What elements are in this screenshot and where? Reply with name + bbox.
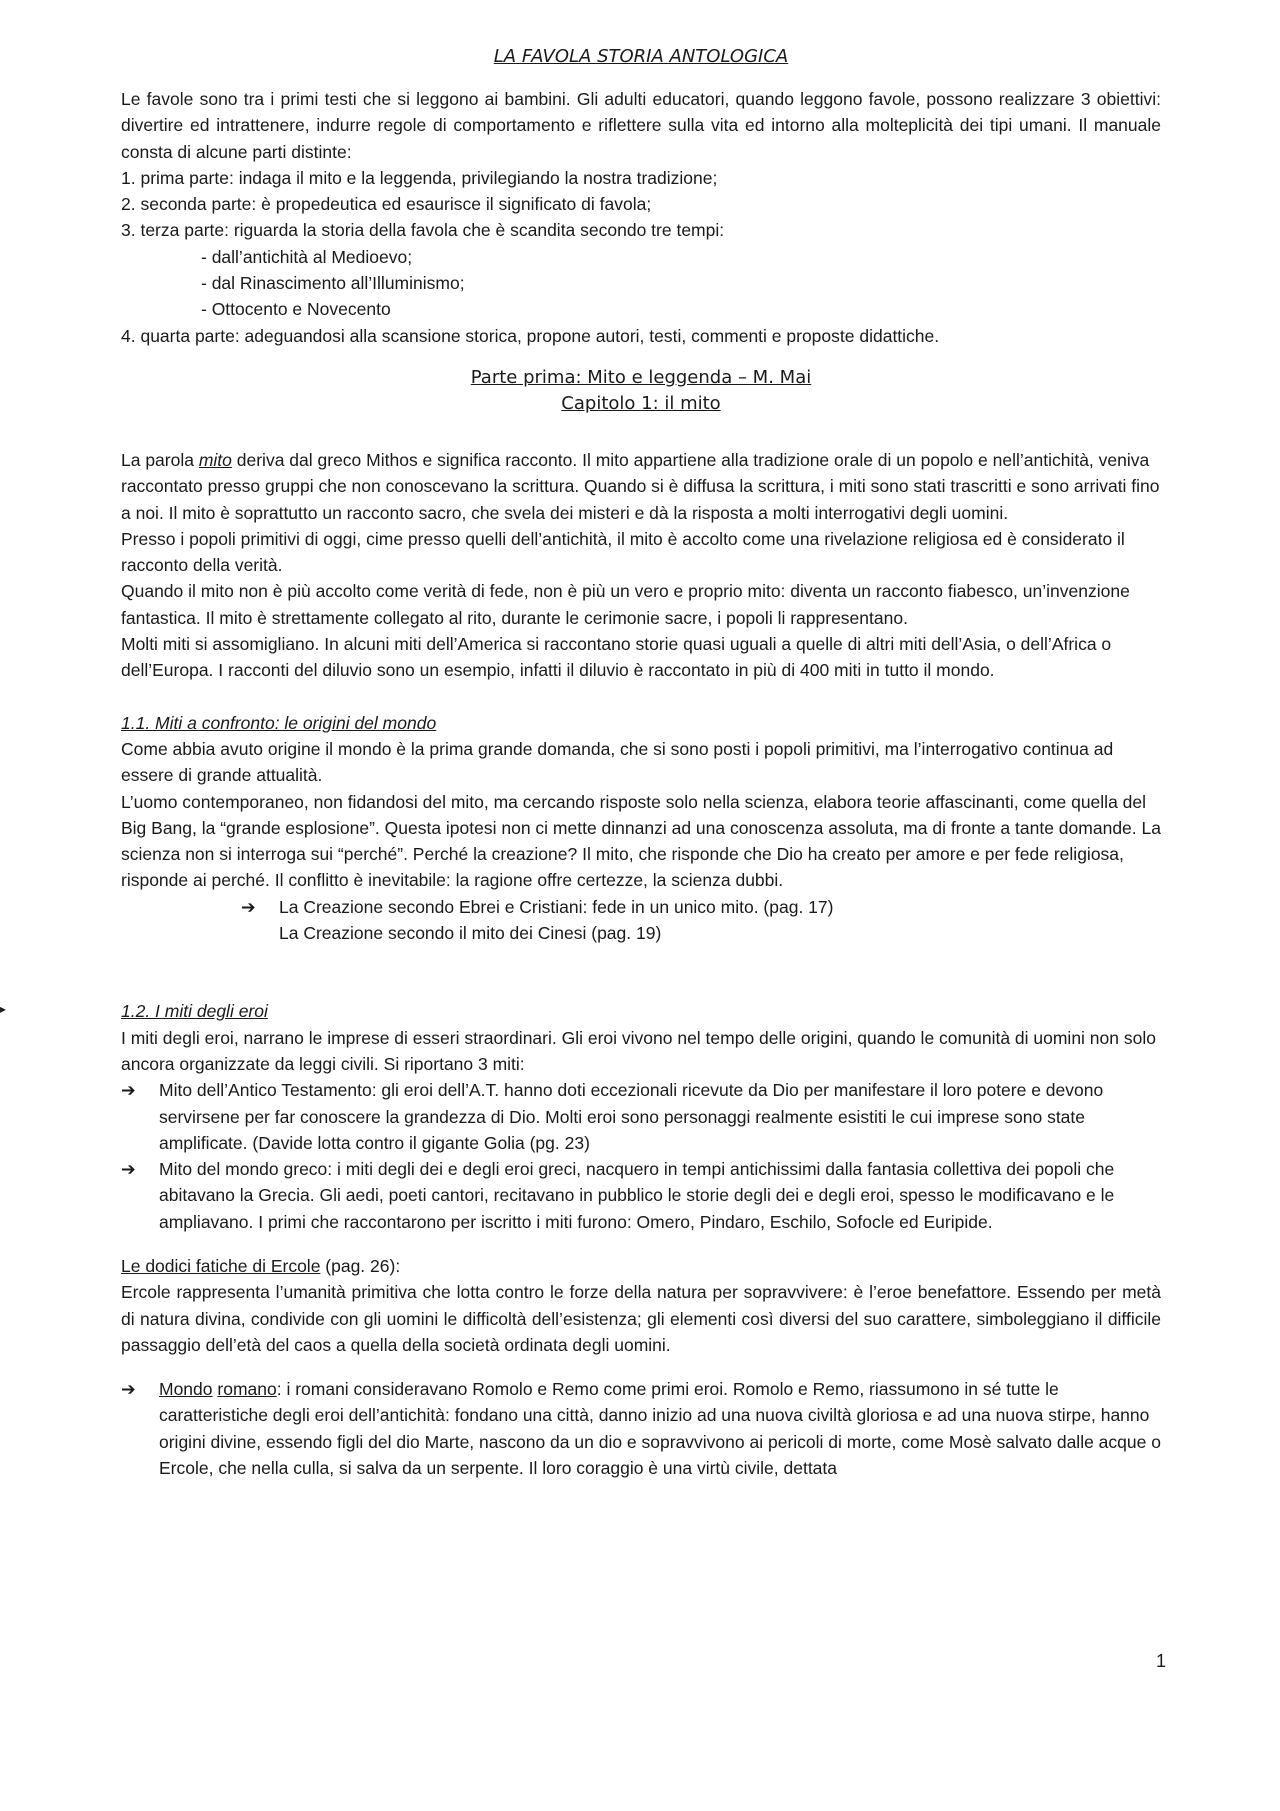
arrow-icon: ➔ <box>121 1080 136 1101</box>
paragraph: Ercole rappresenta l’umanità primitiva che lotta contro le forze della natura per sopravvivere: è l’eroe benefattore. Essendo per metà di natura divina, condivide con gli uomini le difficoltà dell’esistenza; gli elementi così diversi del suo carattere, simboleggiano il difficile passaggio dell’età del caos a quella della società ordinata degli uomini. <box>121 1282 1161 1355</box>
arrow-icon: ➔ <box>121 1379 136 1400</box>
section-heading: Le dodici fatiche di Ercole (pag. 26): <box>121 1255 401 1276</box>
section-1-2 <box>121 998 1161 1235</box>
sub-list-item: - dal Rinascimento all’Illuminismo; <box>201 273 465 294</box>
keyword-mito: mito <box>198 449 232 470</box>
reference-list <box>121 894 1161 947</box>
list-item: 3. terza parte: riguarda la storia della favola che è scandita secondo tre tempi: <box>121 220 725 241</box>
list-item: 4. quarta parte: adeguandosi alla scansione storica, propone autori, testi, commenti e proposte didattiche. <box>121 325 940 346</box>
paragraph: L’uomo contemporaneo, non fidandosi del mito, ma cercando risposte solo nella scienza, elabora teorie affascinanti, come quella del Big Bang, la “grande esplosione”. Questa ipotesi non ci mette dinnanzi ad una conoscenza assoluta, ma di fronte a tante domande. La scienza non si interroga sui “perché”. Perché la creazione? Il mito, che risponde che Dio ha creato per amore e per fede religiosa, risponde ai perché. Il conflitto è inevitabile: la ragione offre certezze, la scienza dubbi. <box>121 791 1161 891</box>
paragraph: I miti degli eroi, narrano le imprese di esseri straordinari. Gli eroi vivono nel tempo delle origini, quando le comunità di uomini non solo ancora organizzate da leggi civili. Si riportano 3 miti: <box>121 1027 1156 1074</box>
document-title: LA FAVOLA STORIA ANTOLOGICA <box>493 46 789 67</box>
part-title: Parte prima: Mito e leggenda – M. Mai <box>470 366 812 388</box>
paragraph: La parola mito deriva dal greco Mithos e significa racconto. Il mito appartiene alla tradizione orale di un popolo e nell’antichità, veniva raccontato presso gruppi che non conoscevano la scrittura. Quando si è diffusa la scrittura, i miti sono stati trascritti e sono arrivati fino a noi. Il mito è soprattutto un racconto sacro, che svela dei misteri e dà la risposta a molti interrogativi degli uomini. <box>121 449 1160 523</box>
page-content <box>121 44 1161 1481</box>
sub-list-item: - Ottocento e Novecento <box>201 299 391 320</box>
list-item: 1. prima parte: indaga il mito e la leggenda, privilegiando la nostra tradizione; <box>121 167 718 188</box>
arrow-icon: ➔ <box>241 896 256 917</box>
section-heading: 1.2. I miti degli eroi <box>121 1001 268 1022</box>
section-1-1 <box>121 710 1161 947</box>
reference-item: ➔ La Creazione secondo Ebrei e Cristiani: fede in un unico mito. (pag. 17) <box>241 894 1161 920</box>
paragraph: Presso i popoli primitivi di oggi, cime presso quelli dell’antichità, il mito è accolto come una rivelazione religiosa ed è considerato il racconto della verità. <box>121 528 1125 576</box>
bullet-item-romano: ➔ Mondo romano: i romani consideravano Romolo e Remo come primi eroi. Romolo e Remo, riassumono in sé tutte le caratteristiche degli eroi dell’antichità: fondano una città, danno inizio ad una nuova civiltà gloriosa e ad una nuova stirpe, hanno origini divine, essendo figli del dio Marte, nascono da un dio e sopravvivono ai pericoli di morte, come Mosè salvato dalle acque o Ercole, che nella culla, si salva da un serpente. Il loro coraggio è una virtù civile, dettata <box>121 1376 1161 1481</box>
reference-item: La Creazione secondo il mito dei Cinesi (pag. 19) <box>279 923 662 944</box>
bullet-item: ➔ Mito del mondo greco: i miti degli dei e degli eroi greci, nacquero in tempi antichissimi dalla fantasia collettiva dei popoli che abitavano la Grecia. Gli aedi, poeti cantori, recitavano in pubblico le storie degli dei e degli eroi, spesso le modificavano e le ampliavano. I primi che raccontarono per iscritto i miti furono: Omero, Pindaro, Eschilo, Sofocle ed Euripide. <box>121 1156 1161 1235</box>
section-heading: 1.1. Miti a confronto: le origini del mondo <box>121 712 437 733</box>
bullet-item: ➔ Mito dell’Antico Testamento: gli eroi dell’A.T. hanno doti eccezionali ricevute da Dio per manifestare il loro potere e devono servirsene per far conoscere la grandezza di Dio. Molti eroi sono personaggi realmente esistiti le cui imprese sono state amplificate. (Davide lotta contro il gigante Golia (pg. 23) <box>121 1077 1161 1156</box>
paragraph: Come abbia avuto origine il mondo è la prima grande domanda, che si sono posti i popoli primitivi, ma l’interrogativo continua ad essere di grande attualità. <box>121 738 1114 786</box>
margin-arrow-icon: ▸ <box>0 1002 7 1016</box>
paragraph: Molti miti si assomigliano. In alcuni miti dell’America si raccontano storie quasi uguali a quelle di altri miti dell’Asia, o dell’Africa o dell’Europa. I racconti del diluvio sono un esempio, infatti il diluvio è raccontato in più di 400 miti in tutto il mondo. <box>121 634 1112 681</box>
chapter-title: Capitolo 1: il mito <box>561 392 721 414</box>
page-number: 1 <box>1155 1651 1166 1671</box>
paragraph: Quando il mito non è più accolto come verità di fede, non è più un vero e proprio mito: diventa un racconto fiabesco, un’invenzione fantastica. Il mito è strettamente collegato al rito, durante le cerimonie sacre, i popoli li rappresentano. <box>121 581 1130 628</box>
ercole-section <box>121 1253 1161 1358</box>
intro-section <box>121 86 1161 349</box>
arrow-icon: ➔ <box>121 1159 136 1180</box>
mito-section <box>121 447 1161 684</box>
sub-list-item: - dall’antichità al Medioevo; <box>201 246 413 267</box>
sub-list <box>121 244 1161 323</box>
intro-paragraph: Le favole sono tra i primi testi che si leggono ai bambini. Gli adulti educatori, quando leggono favole, possono realizzare 3 obiettivi: divertire ed intrattenere, indurre regole di comportamento e riflettere sulla vita ed intorno alla molteplicità dei tipi umani. Il manuale consta di alcune parti distinte: <box>121 89 1161 162</box>
list-item: 2. seconda parte: è propedeutica ed esaurisce il significato di favola; <box>121 194 652 215</box>
